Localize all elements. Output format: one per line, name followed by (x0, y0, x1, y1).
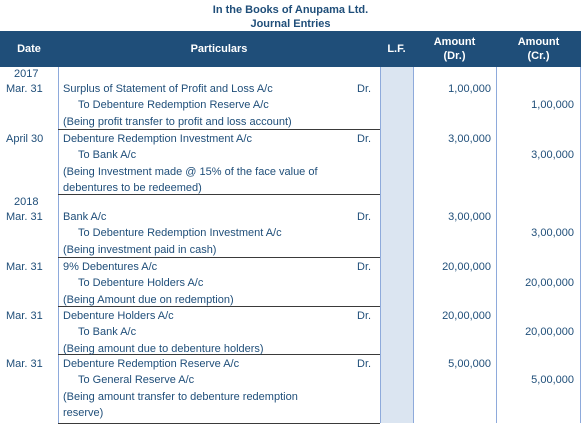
narration-line: (Being Investment made @ 15% of the face value of (63, 165, 318, 178)
dr-marker: Dr. (357, 261, 372, 273)
credit-account: To Debenture Redemption Investment A/c (78, 227, 282, 240)
entry-date: Mar. 31 (6, 310, 43, 322)
credit-account: To Debenture Holders A/c (78, 277, 204, 290)
header-amount-dr: Amount (Dr.) (433, 36, 476, 62)
entry-year: 2017 (14, 68, 39, 80)
debit-account: Debenture Redemption Investment A/c (63, 133, 252, 145)
narration-line: (Being profit transfer to profit and loss account) (63, 115, 292, 128)
narration-line: (Being amount due to debenture holders) (63, 342, 264, 355)
header-date: Date (17, 43, 41, 55)
entry-date: Mar. 31 (6, 83, 43, 95)
amount-cr: 20,00,000 (525, 277, 574, 290)
credit-account: To General Reserve A/c (78, 374, 195, 387)
table-header (0, 31, 581, 67)
document-title (0, 0, 581, 35)
entry-date: April 30 (6, 133, 44, 145)
amount-dr: 3,00,000 (448, 211, 491, 223)
amount-dr: 20,00,000 (442, 310, 491, 322)
amount-cr: 3,00,000 (531, 149, 574, 162)
header-particulars: Particulars (190, 43, 248, 55)
amount-dr: 1,00,000 (448, 83, 491, 95)
entry-year: 2018 (14, 196, 39, 208)
company-title: In the Books of Anupama Ltd. (212, 4, 369, 16)
entry-date: Mar. 31 (6, 358, 43, 370)
credit-account: To Bank A/c (78, 326, 137, 339)
debit-account: Debenture Redemption Reserve A/c (63, 358, 240, 370)
narration-line: (Being Amount due on redemption) (63, 293, 234, 306)
amount-cr: 20,00,000 (525, 326, 574, 339)
dr-marker: Dr. (357, 211, 372, 223)
narration-line: reserve) (63, 406, 104, 419)
dr-marker: Dr. (357, 358, 372, 370)
amount-dr: 3,00,000 (448, 133, 491, 145)
debit-account: Debenture Holders A/c (63, 310, 174, 322)
narration-line: (Being investment paid in cash) (63, 243, 217, 256)
narration-line: (Being amount transfer to debenture redemption (63, 390, 298, 403)
dr-marker: Dr. (357, 133, 372, 145)
amount-dr: 20,00,000 (442, 261, 491, 273)
journal-title: Journal Entries (250, 18, 331, 30)
column-divider (58, 67, 59, 423)
lf-column-shading (380, 67, 413, 423)
dr-marker: Dr. (357, 83, 372, 95)
amount-cr: 1,00,000 (531, 99, 574, 112)
amount-dr: 5,00,000 (448, 358, 491, 370)
narration-line: debentures to be redeemed) (63, 181, 202, 194)
entry-separator (58, 129, 380, 130)
amount-cr: 3,00,000 (531, 227, 574, 240)
entry-date: Mar. 31 (6, 211, 43, 223)
credit-account: To Bank A/c (78, 149, 137, 162)
debit-account: Surplus of Statement of Profit and Loss A/c (63, 83, 273, 95)
column-divider (496, 67, 497, 423)
debit-account: Bank A/c (63, 211, 107, 223)
debit-account: 9% Debentures A/c (63, 261, 158, 273)
entry-date: Mar. 31 (6, 261, 43, 273)
entry-separator (58, 257, 380, 258)
header-lf: L.F. (387, 43, 406, 55)
dr-marker: Dr. (357, 310, 372, 322)
credit-account: To Debenture Redemption Reserve A/c (78, 99, 269, 112)
amount-cr: 5,00,000 (531, 374, 574, 387)
column-divider (380, 67, 381, 423)
header-amount-cr: Amount (Cr.) (517, 36, 560, 62)
